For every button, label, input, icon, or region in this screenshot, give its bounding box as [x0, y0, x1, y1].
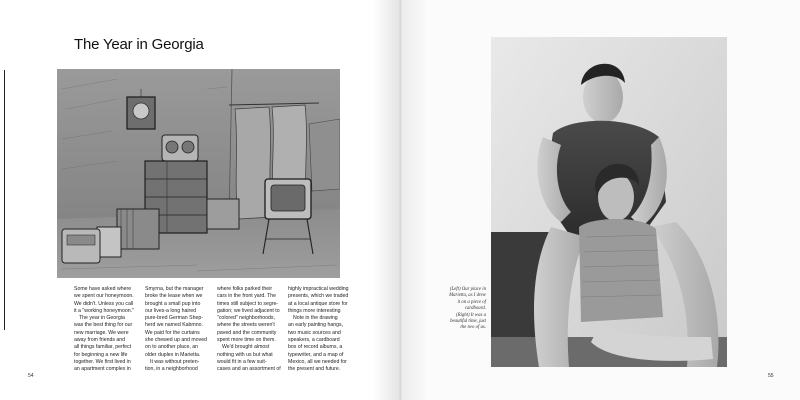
- text-line: cases and an assortment of: [217, 366, 281, 373]
- caption-line: it on a piece of: [457, 299, 486, 305]
- caption-line: Marietta, as I drew: [449, 293, 486, 299]
- text-line: away from friends and: [74, 337, 126, 344]
- caption-line: cardboard.: [464, 306, 486, 312]
- text-line: older duplex in Marietta.: [145, 351, 201, 358]
- text-column-2: [145, 286, 211, 374]
- text-line: We didn't. Unless you call: [74, 300, 134, 307]
- text-column-3: [217, 286, 283, 374]
- text-line: together. We first lived in: [74, 358, 131, 365]
- text-line: an apartment complex in: [74, 366, 131, 373]
- text-line: Note in the drawing: [293, 315, 338, 322]
- caption-line: the two of us.: [460, 325, 486, 331]
- text-line: spent more time on them.: [217, 337, 276, 344]
- text-line: at a local antique store for: [288, 300, 348, 307]
- text-line: two music sources and: [288, 329, 341, 336]
- caption-line: (Right) It was a: [456, 312, 486, 318]
- text-line: was the best thing for our: [74, 322, 133, 329]
- text-line: she chewed up and moved: [145, 337, 208, 344]
- text-line: it a "working honeymoon.": [74, 307, 134, 314]
- text-column-4: [288, 286, 354, 374]
- text-line: "colored" neighborhoods,: [217, 315, 275, 322]
- text-line: brought a small pup into: [145, 300, 201, 307]
- page-title: The Year in Georgia: [74, 36, 204, 53]
- page-number-left: 54: [28, 373, 34, 379]
- text-line: all things familiar, perfect: [74, 344, 132, 351]
- text-line: gation; we lived adjacent to: [217, 307, 280, 314]
- text-line: We'd brought almost: [222, 344, 270, 351]
- text-line: Mexico, all we needed for: [288, 358, 347, 365]
- text-line: speakers, a cardboard: [288, 337, 340, 344]
- text-line: our lives-a long haired: [145, 307, 197, 314]
- text-line: pure-bred German Shep-: [145, 315, 203, 322]
- caption-line: (Left) Our place in: [449, 287, 486, 292]
- text-line: paved and the community: [217, 329, 277, 336]
- text-line: Smyrna, but the manager: [145, 286, 204, 292]
- text-line: We paid for the curtains: [145, 329, 200, 336]
- text-line: box of record albums, a: [288, 344, 343, 351]
- text-line: times still subject to segre-: [217, 300, 279, 307]
- text-line: things more interesting: [288, 307, 341, 314]
- room-drawing-image: [57, 69, 340, 278]
- text-line: herd we named Kabmno.: [145, 322, 203, 329]
- page-number-right: 55: [768, 373, 774, 379]
- margin-rule: [4, 70, 5, 330]
- text-line: we spent our honeymoon.: [74, 293, 134, 300]
- couple-photo-illustration: [491, 37, 727, 367]
- text-line: cars in the front yard. The: [217, 293, 277, 300]
- room-drawing-illustration: [57, 69, 340, 278]
- photo-caption: [418, 287, 486, 332]
- text-line: It was without preten-: [150, 358, 200, 365]
- text-line: where the streets weren't: [217, 322, 275, 329]
- text-line: presents, which we traded: [288, 293, 349, 300]
- text-line: on to another place, an: [145, 344, 199, 351]
- text-line: nothing with us but what: [217, 351, 273, 358]
- couple-photo: [491, 37, 727, 367]
- text-line: highly impractical wedding: [288, 286, 349, 292]
- text-line: The year in Georgia: [79, 315, 125, 322]
- text-line: for beginning a new life: [74, 351, 128, 358]
- text-line: tion, in a neighborhood: [145, 366, 198, 373]
- text-line: typewriter, and a map of: [288, 351, 344, 358]
- text-line: Some have asked where: [74, 286, 132, 292]
- text-column-1: [74, 286, 140, 374]
- text-line: new marriage. We were: [74, 329, 129, 336]
- text-line: an early painting hangs,: [288, 322, 344, 329]
- text-line: where folks parked their: [217, 286, 273, 292]
- text-line: would fit in a few suit-: [217, 358, 267, 365]
- text-line: the present and future.: [288, 366, 341, 373]
- caption-line: beautiful time, just: [450, 319, 486, 325]
- text-line: broke the lease when we: [145, 293, 203, 300]
